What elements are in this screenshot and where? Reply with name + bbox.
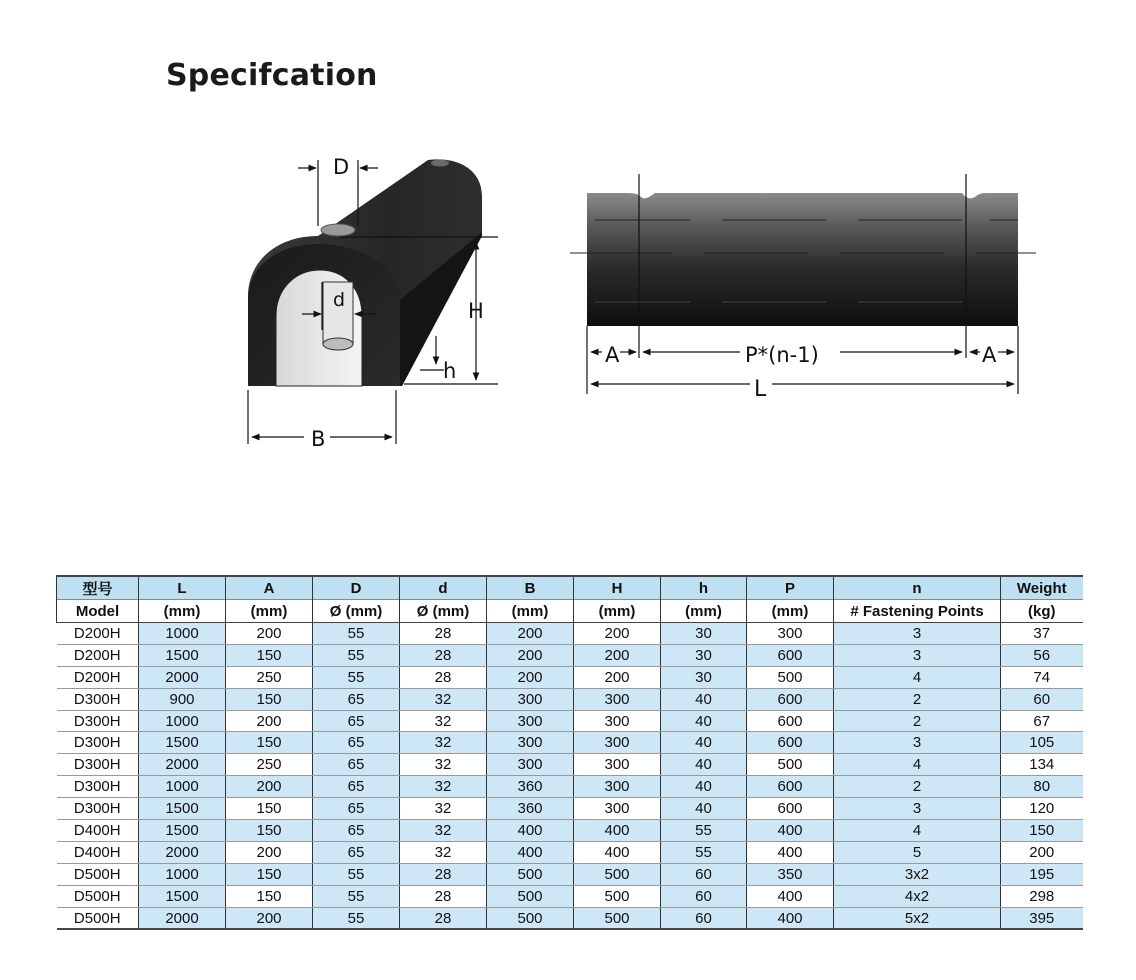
table-cell: 200 [226,907,313,929]
table-cell: 200 [226,623,313,645]
model-cell: D500H [57,885,139,907]
subheader-cell: (mm) [574,600,661,623]
table-cell: 200 [574,666,661,688]
table-cell: 150 [1001,820,1083,842]
table-cell: 500 [487,907,574,929]
table-cell: 55 [313,907,400,929]
table-cell: 40 [661,776,747,798]
table-cell: 400 [747,841,834,863]
table-cell: 28 [400,644,487,666]
header-cell: P [747,576,834,600]
table-cell: 40 [661,710,747,732]
table-cell: 400 [747,885,834,907]
fender-diagram [0,140,1136,460]
table-row [57,623,1083,645]
table-cell: 28 [400,907,487,929]
table-cell: 5 [834,841,1001,863]
table-cell: 32 [400,710,487,732]
table-cell: 200 [226,841,313,863]
table-cell: 60 [661,863,747,885]
subheader-cell: (mm) [747,600,834,623]
table-cell: 500 [574,863,661,885]
header-cell: A [226,576,313,600]
table-cell: 32 [400,820,487,842]
table-cell: 400 [747,907,834,929]
table-row [57,732,1083,754]
model-cell: D400H [57,841,139,863]
table-cell: 28 [400,623,487,645]
table-cell: 200 [574,644,661,666]
table-cell: 1500 [139,885,226,907]
table-cell: 200 [1001,841,1083,863]
table-cell: 1500 [139,732,226,754]
dim-label-A-left: A [605,343,620,367]
table-cell: 80 [1001,776,1083,798]
table-cell: 30 [661,644,747,666]
table-cell: 500 [747,666,834,688]
table-cell: 134 [1001,754,1083,776]
table-cell: 1000 [139,863,226,885]
table-cell: 60 [661,885,747,907]
model-cell: D200H [57,623,139,645]
table-cell: 2 [834,710,1001,732]
table-cell: 150 [226,820,313,842]
table-body [57,623,1083,930]
table-cell: 55 [661,820,747,842]
dim-label-h: h [443,359,457,383]
table-cell: 2000 [139,666,226,688]
table-cell: 298 [1001,885,1083,907]
table-row [57,666,1083,688]
table-cell: 2 [834,688,1001,710]
table-cell: 600 [747,644,834,666]
table-cell: 400 [574,841,661,863]
table-cell: 4 [834,666,1001,688]
table-cell: 60 [1001,688,1083,710]
table-cell: 2000 [139,907,226,929]
model-cell: D300H [57,688,139,710]
model-cell: D300H [57,798,139,820]
table-cell: 65 [313,798,400,820]
table-cell: 5x2 [834,907,1001,929]
table-cell: 74 [1001,666,1083,688]
table-cell: 55 [313,644,400,666]
subheader-cell: # Fastening Points [834,600,1001,623]
page-title: Specifcation [166,58,378,93]
table-cell: 2000 [139,754,226,776]
table-cell: 120 [1001,798,1083,820]
table-cell: 40 [661,798,747,820]
table-cell: 300 [574,710,661,732]
header-cell: H [574,576,661,600]
dim-label-D: D [333,155,350,179]
table-cell: 400 [487,841,574,863]
table-cell: 150 [226,798,313,820]
table-row [57,841,1083,863]
dim-label-P: P*(n-1) [745,343,819,367]
table-cell: 40 [661,688,747,710]
table-cell: 200 [226,710,313,732]
subheader-cell: Ø (mm) [400,600,487,623]
table-cell: 600 [747,732,834,754]
model-cell: D400H [57,820,139,842]
header-cell: h [661,576,747,600]
table-cell: 500 [487,863,574,885]
table-cell: 300 [487,688,574,710]
dim-label-B: B [311,427,326,451]
table-cell: 250 [226,666,313,688]
dim-label-A-right: A [982,343,997,367]
header-cell: L [139,576,226,600]
table-row [57,644,1083,666]
model-cell: D200H [57,644,139,666]
table-cell: 195 [1001,863,1083,885]
model-cell: D300H [57,754,139,776]
table-cell: 55 [313,885,400,907]
table-cell: 2 [834,776,1001,798]
table-cell: 500 [574,885,661,907]
table-cell: 3x2 [834,863,1001,885]
table-cell: 105 [1001,732,1083,754]
table-cell: 30 [661,623,747,645]
table-cell: 500 [574,907,661,929]
table-row [57,863,1083,885]
table-cell: 360 [487,798,574,820]
table-cell: 300 [487,732,574,754]
table-row [57,820,1083,842]
table-cell: 65 [313,841,400,863]
table-cell: 360 [487,776,574,798]
table-cell: 28 [400,666,487,688]
table-cell: 300 [747,623,834,645]
table-header-row [57,576,1083,600]
subheader-cell: (mm) [487,600,574,623]
table-row [57,754,1083,776]
table-cell: 60 [661,907,747,929]
table-cell: 3 [834,798,1001,820]
table-cell: 4x2 [834,885,1001,907]
table-cell: 37 [1001,623,1083,645]
table-cell: 300 [487,754,574,776]
table-cell: 30 [661,666,747,688]
header-cell: n [834,576,1001,600]
table-cell: 300 [487,710,574,732]
table-cell: 55 [661,841,747,863]
table-cell: 32 [400,798,487,820]
table-subheader-row [57,600,1083,623]
table-cell: 600 [747,776,834,798]
header-cell: d [400,576,487,600]
model-cell: D300H [57,776,139,798]
table-cell: 4 [834,754,1001,776]
model-cell: D500H [57,863,139,885]
table-cell: 600 [747,688,834,710]
d-fender-3d [248,159,482,386]
subheader-cell: Ø (mm) [313,600,400,623]
table-cell: 1500 [139,798,226,820]
table-cell: 400 [487,820,574,842]
header-cell: B [487,576,574,600]
table-cell: 32 [400,754,487,776]
table-cell: 500 [487,885,574,907]
table-cell: 350 [747,863,834,885]
header-cell: Weight [1001,576,1083,600]
table-cell: 150 [226,688,313,710]
dim-label-H: H [468,299,484,323]
model-cell: D300H [57,732,139,754]
table-cell: 40 [661,732,747,754]
table-cell: 300 [574,776,661,798]
table-cell: 150 [226,863,313,885]
subheader-cell: (mm) [661,600,747,623]
table-cell: 200 [487,623,574,645]
table-row [57,885,1083,907]
table-cell: 200 [574,623,661,645]
header-cell: D [313,576,400,600]
table-cell: 150 [226,885,313,907]
table-cell: 4 [834,820,1001,842]
dim-label-d: d [333,289,346,311]
table-cell: 150 [226,644,313,666]
table-row [57,688,1083,710]
table-cell: 32 [400,776,487,798]
table-cell: 65 [313,710,400,732]
dim-label-L: L [754,377,767,402]
table-cell: 65 [313,732,400,754]
table-cell: 395 [1001,907,1083,929]
table-cell: 400 [747,820,834,842]
table-cell: 600 [747,710,834,732]
table-cell: 3 [834,644,1001,666]
table-cell: 200 [487,666,574,688]
table-cell: 400 [574,820,661,842]
table-cell: 1000 [139,623,226,645]
table-cell: 32 [400,688,487,710]
table-cell: 1000 [139,776,226,798]
table-cell: 200 [487,644,574,666]
table-cell: 300 [574,688,661,710]
header-cell: 型号 [57,576,139,600]
table-cell: 32 [400,732,487,754]
table-cell: 2000 [139,841,226,863]
table-cell: 28 [400,863,487,885]
table-cell: 65 [313,688,400,710]
table-row [57,776,1083,798]
table-cell: 1500 [139,820,226,842]
table-cell: 1000 [139,710,226,732]
table-cell: 300 [574,754,661,776]
table-cell: 1500 [139,644,226,666]
table-cell: 55 [313,863,400,885]
table-cell: 250 [226,754,313,776]
table-cell: 40 [661,754,747,776]
table-cell: 150 [226,732,313,754]
table-cell: 300 [574,798,661,820]
table-cell: 300 [574,732,661,754]
subheader-cell: (mm) [226,600,313,623]
table-cell: 3 [834,732,1001,754]
spec-table [56,575,1083,930]
table-cell: 500 [747,754,834,776]
model-cell: D300H [57,710,139,732]
table-cell: 65 [313,776,400,798]
subheader-cell: (mm) [139,600,226,623]
table-cell: 65 [313,820,400,842]
table-cell: 67 [1001,710,1083,732]
table-cell: 55 [313,623,400,645]
table-cell: 900 [139,688,226,710]
table-cell: 3 [834,623,1001,645]
table-cell: 600 [747,798,834,820]
table-cell: 56 [1001,644,1083,666]
table-cell: 200 [226,776,313,798]
table-cell: 55 [313,666,400,688]
table-cell: 65 [313,754,400,776]
subheader-cell: Model [57,600,139,623]
subheader-cell: (kg) [1001,600,1083,623]
table-row [57,798,1083,820]
table-cell: 32 [400,841,487,863]
model-cell: D200H [57,666,139,688]
table-row [57,907,1083,929]
model-cell: D500H [57,907,139,929]
table-row [57,710,1083,732]
table-cell: 28 [400,885,487,907]
